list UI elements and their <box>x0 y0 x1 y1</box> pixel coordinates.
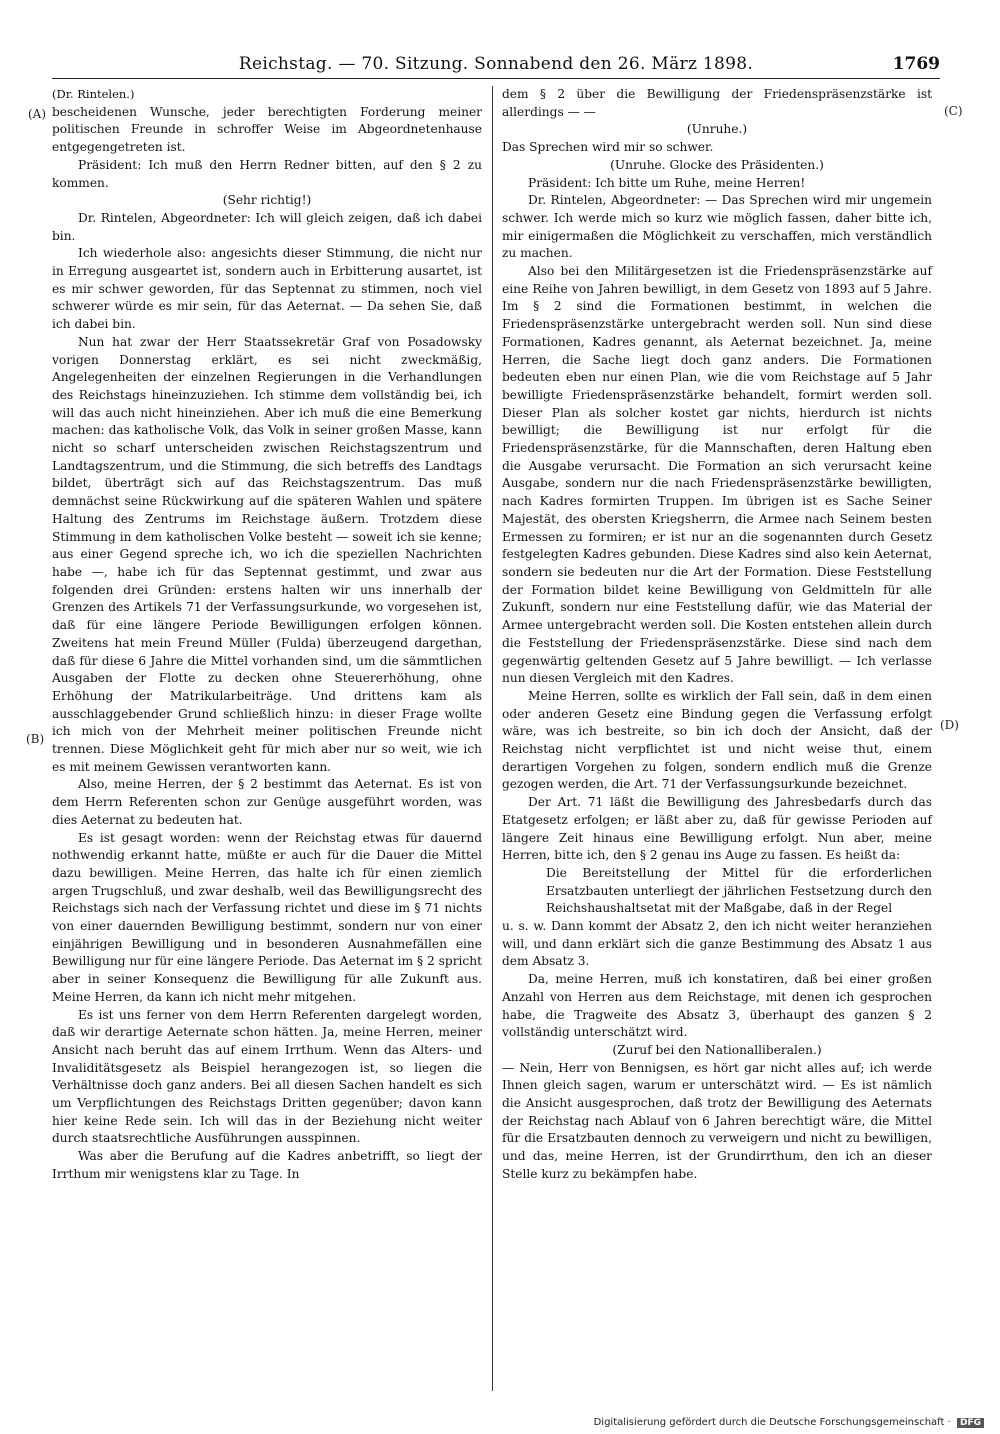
interjection: (Zuruf bei den Nationalliberalen.) <box>612 1042 822 1057</box>
paragraph: Präsident: Ich muß den Herrn Redner bitten, auf den § 2 zu kommen. <box>52 157 482 190</box>
interjection: (Unruhe. Glocke des Präsidenten.) <box>610 157 824 172</box>
footer-credit: Digitalisierung gefördert durch die Deutsche Forschungsgemeinschaft · DFG <box>594 1417 984 1428</box>
column-divider <box>492 86 493 1391</box>
paragraph: Was aber die Berufung auf die Kadres anbetrifft, so liegt der Irrthum mir wenigstens klar zu Tage. In <box>52 1149 482 1181</box>
left-column <box>52 86 482 1391</box>
paragraph: Präsident: Ich bitte um Ruhe, meine Herren! <box>528 175 806 190</box>
paragraph: Also bei den Militärgesetzen ist die Friedenspräsenzstärke auf eine Reihe von Jahren bewilligt, in dem Gesetz von 1893 auf 5 Jahre. Im § 2 sind die Formationen bestimmt, in welchen die Friedenspräsenzstärke untergebracht werden soll. Nun sind diese Formationen, Kadres genannt, als Aeternat bezeichnet. Ja, meine Herren, die Sache liegt doch ganz anders. Die Formationen bedeuten eben nur einen Plan, wie die vom Reichstage auf 5 Jahr bewilligte Friedenspräsenzstärke behandelt, formirt werden soll. Dieser Plan als solcher kostet gar nichts, hierdurch ist nichts bewilligt; die Bewilligung ist nur erfolgt für die Friedenspräsenzstärke, für die Mannschaften, deren Haltung eben die Ausgabe verursacht. Die Formation an sich verursacht keine Ausgabe, sondern nur die nach Friedenspräsenzstärke bewilligten, nach Kadres formirten Truppen. Im übrigen ist es Sache Seiner Majestät, des obersten Kriegsherrn, die Armee nach Seinem besten Ermessen zu formiren; er ist nur an die sogenannten durch Gesetz festgelegten Kadres gebunden. Diese Kadres sind also kein Aeternat, sondern sie bedeuten nur die Art der Formation. Diese Feststellung der Formation bildet keine Bewilligung von Geldmitteln für alle Zukunft, sondern nur eine Feststellung dafür, wie das Material der Armee untergebracht werden soll. Die Kosten entstehen allein durch die Feststellung der Friedenspräsenzstärke. Diese sind nach dem gegenwärtig geltenden Gesetz auf 5 Jahre bewilligt. — Ich verlasse nun diesen Vergleich mit den Kadres. <box>502 264 932 686</box>
paragraph: Das Sprechen wird mir so schwer. <box>502 140 714 155</box>
paragraph: — Nein, Herr von Bennigsen, es hört gar nicht alles auf; ich werde Ihnen gleich sagen, warum er unterschätzt wird. — Es ist nämlich die Ansicht ausgesprochen, daß trotz der Bewilligung des Aeternats der Reichstag nach Ablauf von 6 Jahren berechtigt wäre, die Mittel für die Ersatzbauten dennoch zu verweigern und nicht zu bewilligen, und das, meine Herren, ist der Grundirrthum, den ich an dieser Stelle kurz zu bekämpfen habe. <box>502 1060 932 1181</box>
header-title: Reichstag. — 70. Sitzung. Sonnabend den 26. März 1898. <box>238 54 754 74</box>
margin-mark-a: (A) <box>28 107 47 121</box>
paragraph: Dr. Rintelen, Abgeordneter: — Das Sprechen wird mir ungemein schwer. Ich werde mich so kurz wie möglich fassen, daher bitte ich, mir einigermaßen die Möglichkeit zu verschaffen, mich verständlich zu machen. <box>502 193 932 261</box>
footer-text: Digitalisierung gefördert durch die Deutsche Forschungsgemeinschaft <box>593 1417 945 1428</box>
paragraph: Dr. Rintelen, Abgeordneter: Ich will gleich zeigen, daß ich dabei bin. <box>52 210 482 243</box>
right-column <box>502 86 932 1391</box>
paragraph: Es ist gesagt worden: wenn der Reichstag etwas für dauernd nothwendig erkannt hatte, müßte er auch für die Dauer die Mittel dazu bewilligen. Meine Herren, das halte ich für einen ziemlich argen Trugschluß, und zwar deshalb, weil das Bewilligungsrecht des Reichstags sich nach der Verfassung richtet und diese im § 71 nichts von einer dauernden Bewilligung bestimmt, sondern nur von einer einjährigen Bewilligung und in besonderen Ausnahmefällen eine Bewilligung nur für eine längere Periode. Das Aeternat im § 2 spricht aber in seiner Konsequenz die Bewilligung für alle Zukunft aus. Meine Herren, da kann ich nicht mehr mitgehen. <box>52 830 482 1004</box>
paragraph: dem § 2 über die Bewilligung der Friedenspräsenzstärke ist allerdings — — <box>502 87 932 119</box>
paragraph: bescheidenen Wunsche, jeder berechtigten Forderung meiner politischen Freunde in schroffer Weise im Abgeordnetenhause entgegengetreten ist. <box>52 104 482 155</box>
paragraph: Es ist uns ferner von dem Herrn Referenten dargelegt worden, daß wir derartige Aeternate schon hätten. Ja, meine Herren, meiner Ansicht nach beruht das auf einem Irrthum. Wenn das Alters- und Invaliditätsgesetz als Beispiel herangezogen ist, so liegen die Verhältnisse doch ganz anders. Bei all diesen Sachen handelt es sich um Verpflichtungen des Reichstags Dritten gegenüber; davon kann hier keine Rede sein. Ich will das in der Beziehung nicht weiter durch staatsrechtliche Ausführungen ausspinnen. <box>52 1007 482 1146</box>
quotation: Die Bereitstellung der Mittel für die erforderlichen Ersatzbauten unterliegt der jährlichen Festsetzung durch den Reichshaushaltsetat mit der Maßgabe, daß in der Regel <box>546 865 932 916</box>
paragraph: Der Art. 71 läßt die Bewilligung des Jahresbedarfs durch das Etatgesetz erfolgen; er läßt aber zu, daß für gewisse Perioden auf längere Zeit hinaus eine Bewilligung erfolgt. Nun aber, meine Herren, bitte ich, den § 2 genau ins Auge zu fassen. Es heißt da: <box>502 795 932 863</box>
page-header <box>52 52 940 79</box>
paragraph: Ich wiederhole also: angesichts dieser Stimmung, die nicht nur in Erregung ausgeartet ist, sondern auch in Erbitterung ausartet, ist es mir schwer geworden, für das Septennat zu stimmen, noch viel schwerer würde es mir sein, für das Aeternat. — Da sehen Sie, daß ich dabei bin. <box>52 246 482 332</box>
margin-mark-d: (D) <box>940 718 959 732</box>
speaker-tag: (Dr. Rintelen.) <box>52 87 135 101</box>
interjection: (Sehr richtig!) <box>222 193 312 208</box>
paragraph: Da, meine Herren, muß ich konstatiren, daß bei einer großen Anzahl von Herren aus dem Reichstage, mit denen ich gesprochen habe, die Tragweite des Absatz 3, überhaupt des ganzen § 2 vollständig unterschätzt wird. <box>502 972 932 1040</box>
paragraph: u. s. w. Dann kommt der Absatz 2, den ich nicht weiter heranziehen will, und dann erklärt sich die ganze Bestimmung des Absatz 1 aus dem Absatz 3. <box>502 919 932 969</box>
paragraph: Also, meine Herren, der § 2 bestimmt das Aeternat. Es ist von dem Herrn Referenten schon zur Genüge ausgeführt worden, was dies Aeternat zu bedeuten hat. <box>52 777 482 827</box>
margin-mark-b: (B) <box>26 732 45 746</box>
page-number: 1769 <box>892 54 940 74</box>
margin-mark-c: (C) <box>944 104 963 118</box>
interjection: (Unruhe.) <box>686 122 748 137</box>
text-columns <box>52 86 940 1391</box>
paragraph: Meine Herren, sollte es wirklich der Fall sein, daß in dem einen oder anderen Gesetz eine Bindung gegen die Verfassung erfolgt wäre, was ich bestreite, so bin ich doch der Ansicht, daß der Reichstag nicht verpflichtet ist und nicht weise thut, einem derartigen Vorgehen zu folgen, sondern endlich muß die Grenze gezogen werden, die Art. 71 der Verfassungsurkunde bezeichnet. <box>502 688 932 792</box>
dfg-logo: DFG <box>957 1418 984 1428</box>
paragraph: Nun hat zwar der Herr Staatssekretär Graf von Posadowsky vorigen Donnerstag erklärt, es sei nicht zweckmäßig, Angelegenheiten der einzelnen Regierungen in die Verhandlungen des Reichstags hineinzuziehen. Ich stimme dem vollständig bei, ich will das auch nicht hineinziehen. Aber ich muß die eine Bemerkung machen: das katholische Volk, das Volk in seiner großen Masse, kann nicht so scharf unterscheiden zwischen Reichstagszentrum und Landtagszentrum, und die Stimmung, die sich betreffs des Landtags bildet, überträgt sich auf das Reichstagszentrum. Das muß demnächst seine Rückwirkung auf die späteren Wahlen und spätere Haltung des Zentrums im Reichstage äußern. Trotzdem diese Stimmung in dem katholischen Volke besteht — soweit ich sie kenne; aus einer Gegend spreche ich, wo ich die speziellen Nachrichten habe —, habe ich für das Septennat gestimmt, und zwar aus folgenden drei Gründen: erstens halten wir uns innerhalb der Grenzen des Artikels 71 der Verfassungsurkunde, wo vorgesehen ist, daß für eine längere Periode Bewilligungen erfolgen können. Zweitens hat mein Freund Müller (Fulda) überzeugend dargethan, daß für diese 6 Jahre die Mittel vorhanden sind, um die sämmtlichen Ausgaben der Flotte zu decken ohne Steuererhöhung, ohne Erhöhung der Matrikularbeiträge. Und drittens kam als ausschlaggebender Grund schließlich hinzu: in dieser Frage wollte ich mich von der Mehrheit meiner politischen Freunde nicht trennen. Diese Möglichkeit geht für mich aber nur so weit, wie ich es mit meinem Gewissen verantworten kann. <box>52 334 482 774</box>
